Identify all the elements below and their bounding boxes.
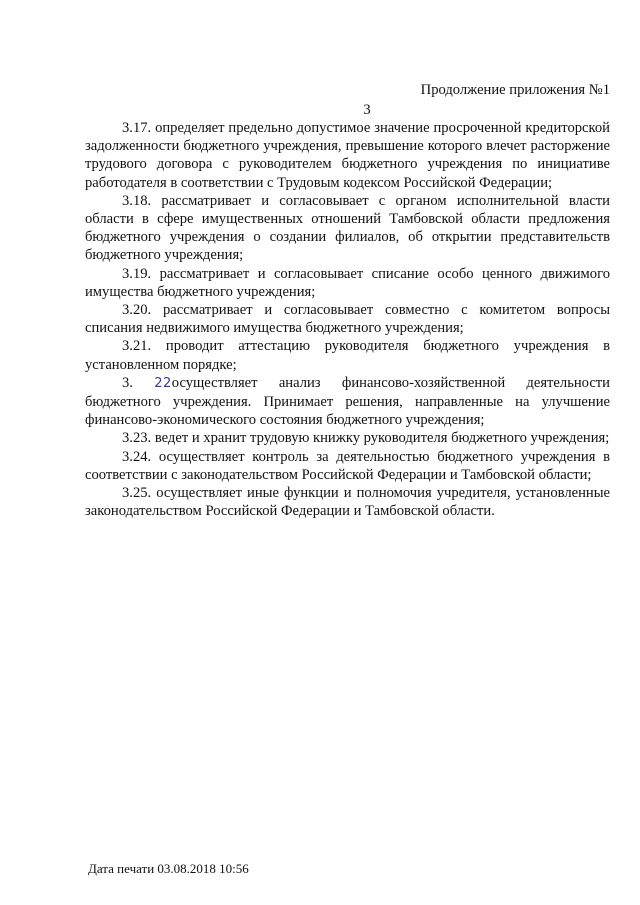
clause-number: 3.23. <box>122 430 152 447</box>
appendix-continuation-header: Продолжение приложения №1 <box>420 82 610 98</box>
clause-number-prefix: 3. <box>122 374 133 391</box>
clause-number: 3.17. <box>122 120 152 136</box>
clause-text: рассматривает и согласовывает списание особо ценного движимого имущества бюджетного учреждения; <box>85 265 611 300</box>
clause-3-24 <box>85 448 610 484</box>
clause-number: 3.24. <box>122 448 152 465</box>
clause-text: осуществляет иные функции и полномочия учредителя, установленные законодательством Российской Федерации и Тамбовской области. <box>85 485 610 520</box>
print-date-footer: Дата печати 03.08.2018 10:56 <box>88 861 249 876</box>
clause-text: ведет и хранит трудовую книжку руководителя бюджетного учреждения; <box>154 430 610 447</box>
clause-3-17 <box>85 119 610 192</box>
clause-text: рассматривает и согласовывает с органом исполнительной власти области в сфере имущественных отношений Тамбовской области предложения бюджетного учреждения о создании филиалов, об открытии представительств бюджетного учреждения; <box>85 192 610 264</box>
clause-3-25 <box>85 484 610 520</box>
clause-number: 3.20. <box>122 302 152 319</box>
page-number: 3 <box>363 102 371 118</box>
clause-3-23 <box>85 429 610 447</box>
clause-3-20 <box>85 301 610 337</box>
clause-3-18 <box>85 192 610 265</box>
clause-text: осуществляет анализ финансово-хозяйственной деятельности бюджетного учреждения. Принимает решения, направленные на улучшение финансово-экономического состояния бюджетного учреждения; <box>85 374 610 429</box>
clause-text: осуществляет контроль за деятельностью бюджетного учреждения в соответствии с законодательством Российской Федерации и Тамбовской области; <box>85 448 610 483</box>
clause-number: 3.25. <box>122 485 152 502</box>
handwritten-clause-number: 22 <box>154 375 172 391</box>
clause-text: проводит аттестацию руководителя бюджетного учреждения в установленном порядке; <box>85 338 610 373</box>
clause-3-22 <box>85 374 610 430</box>
clause-text: рассматривает и согласовывает совместно с комитетом вопросы списания недвижимого имущества бюджетного учреждения; <box>85 302 610 337</box>
clause-number: 3.18. <box>122 192 152 209</box>
clause-3-21 <box>85 337 610 373</box>
clause-3-19 <box>85 265 610 301</box>
clause-number: 3.21. <box>122 338 152 355</box>
document-body <box>85 119 610 520</box>
clause-text: определяет предельно допустимое значение просроченной кредиторской задолженности бюджетного учреждения, превышение которого влечет расторжение трудового договора с руководителем бюджетного учреждения по инициативе работодателя в соответствии с Трудовым кодексом Российской Федерации; <box>85 120 610 191</box>
clause-number: 3.19. <box>122 265 152 282</box>
